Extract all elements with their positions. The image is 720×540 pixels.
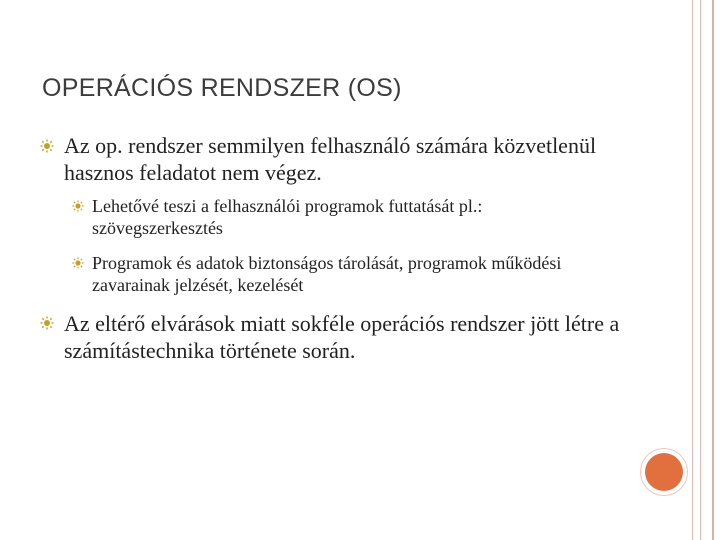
sun-bullet-icon (72, 257, 84, 269)
sub-bullet-text: Programok és adatok biztonságos tárolását, programok működési zavarainak jelzését, kezelését (92, 253, 562, 295)
sun-bullet-icon (40, 316, 54, 330)
decorative-circle (645, 453, 683, 491)
border-line (712, 0, 714, 540)
border-line (700, 0, 701, 540)
sun-bullet-icon (72, 200, 84, 212)
border-line (692, 0, 693, 540)
slide-title: OPERÁCIÓS RENDSZER (OS) (42, 74, 402, 102)
sub-bullet-text: Lehetővé teszi a felhasználói programok futtatását pl.: szövegszerkesztés (92, 196, 483, 238)
bullet-text: Az op. rendszer semmilyen felhasználó számára közvetlenül hasznos feladatot nem végez. (64, 133, 597, 185)
bullet-text: Az eltérő elvárások miatt sokféle operációs rendszer jött létre a számítástechnika története során. (64, 311, 620, 363)
sun-bullet-icon (40, 139, 54, 153)
